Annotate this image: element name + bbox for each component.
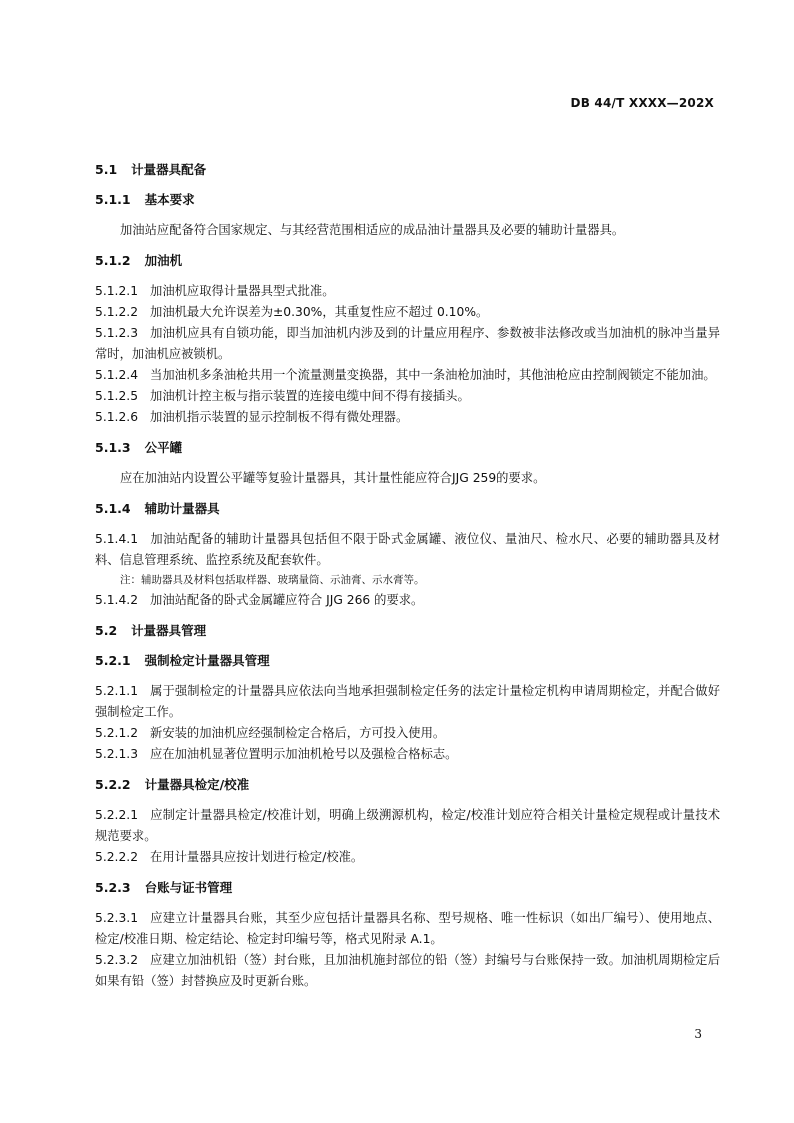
paragraph-5-1-1: 加油站应配备符合国家规定、与其经营范围相适应的成品油计量器具及必要的辅助计量器具。 [120, 223, 625, 237]
clause-5-2-3-2: 5.2.3.2 应建立加油机铅（签）封台账，且加油机施封部位的铅（签）封编号与台账保持一致。加油机周期检定后如果有铅（签）封替换应及时更新台账。 [95, 953, 720, 988]
clause-5-2-2-2: 5.2.2.2 在用计量器具应按计划进行检定/校准。 [95, 850, 364, 864]
clause-5-1-2-6: 5.1.2.6 加油机指示装置的显示控制板不得有微处理器。 [95, 410, 409, 424]
clause-5-2-1-1: 5.2.1.1 属于强制检定的计量器具应依法向当地承担强制检定任务的法定计量检定机构申请周期检定，并配合做好强制检定工作。 [95, 684, 720, 719]
clause-5-2-2-1: 5.2.2.1 应制定计量器具检定/校准计划，明确上级溯源机构，检定/校准计划应符合相关计量检定规程或计量技术规范要求。 [95, 808, 720, 843]
paragraph-5-1-3: 应在加油站内设置公平罐等复验计量器具，其计量性能应符合JJG 259的要求。 [120, 471, 546, 485]
section-heading-5-2-3: 5.2.3 台账与证书管理 [95, 880, 233, 895]
section-heading-5-1-3: 5.1.3 公平罐 [95, 440, 183, 455]
clause-5-1-2-3: 5.1.2.3 加油机应具有自锁功能，即当加油机内涉及到的计量应用程序、参数被非法修改或当加油机的脉冲当量异常时，加油机应被锁机。 [95, 326, 720, 361]
clause-5-2-1-2: 5.2.1.2 新安装的加油机应经强制检定合格后，方可投入使用。 [95, 726, 446, 740]
section-heading-5-2-1: 5.2.1 强制检定计量器具管理 [95, 653, 270, 668]
note-5-1-4-1: 注：辅助器具及材料包括取样器、玻璃量筒、示油膏、示水膏等。 [120, 574, 425, 586]
section-heading-5-2-2: 5.2.2 计量器具检定/校准 [95, 777, 250, 792]
section-heading-5-1: 5.1 计量器具配备 [95, 162, 207, 177]
clause-5-1-2-1: 5.1.2.1 加油机应取得计量器具型式批准。 [95, 284, 335, 298]
section-heading-5-1-2: 5.1.2 加油机 [95, 253, 183, 268]
clause-5-2-1-3: 5.2.1.3 应在加油机显著位置明示加油机枪号以及强检合格标志。 [95, 747, 458, 761]
section-heading-5-1-1: 5.1.1 基本要求 [95, 192, 195, 207]
section-heading-5-1-4: 5.1.4 辅助计量器具 [95, 501, 220, 516]
clause-5-1-4-2: 5.1.4.2 加油站配备的卧式金属罐应符合 JJG 266 的要求。 [95, 593, 424, 607]
clause-5-1-2-2: 5.1.2.2 加油机最大允许误差为±0.30%，其重复性应不超过 0.10%。 [95, 305, 489, 319]
page-number: 3 [694, 1027, 702, 1041]
clause-5-1-2-5: 5.1.2.5 加油机计控主板与指示装置的连接电缆中间不得有接插头。 [95, 389, 470, 403]
section-heading-5-2: 5.2 计量器具管理 [95, 623, 207, 638]
document-code-header: DB 44/T XXXX—202X [570, 96, 714, 110]
clause-5-2-3-1: 5.2.3.1 应建立计量器具台账，其至少应包括计量器具名称、型号规格、唯一性标识（如出厂编号）、使用地点、检定/校准日期、检定结论、检定封印编号等，格式见附录 A.1。 [95, 911, 720, 946]
document-body [95, 160, 720, 992]
clause-5-1-4-1: 5.1.4.1 加油站配备的辅助计量器具包括但不限于卧式金属罐、液位仪、量油尺、检水尺、必要的辅助器具及材料、信息管理系统、监控系统及配套软件。 [95, 532, 720, 567]
clause-5-1-2-4: 5.1.2.4 当加油机多条油枪共用一个流量测量变换器，其中一条油枪加油时，其他油枪应由控制阀锁定不能加油。 [95, 368, 716, 382]
